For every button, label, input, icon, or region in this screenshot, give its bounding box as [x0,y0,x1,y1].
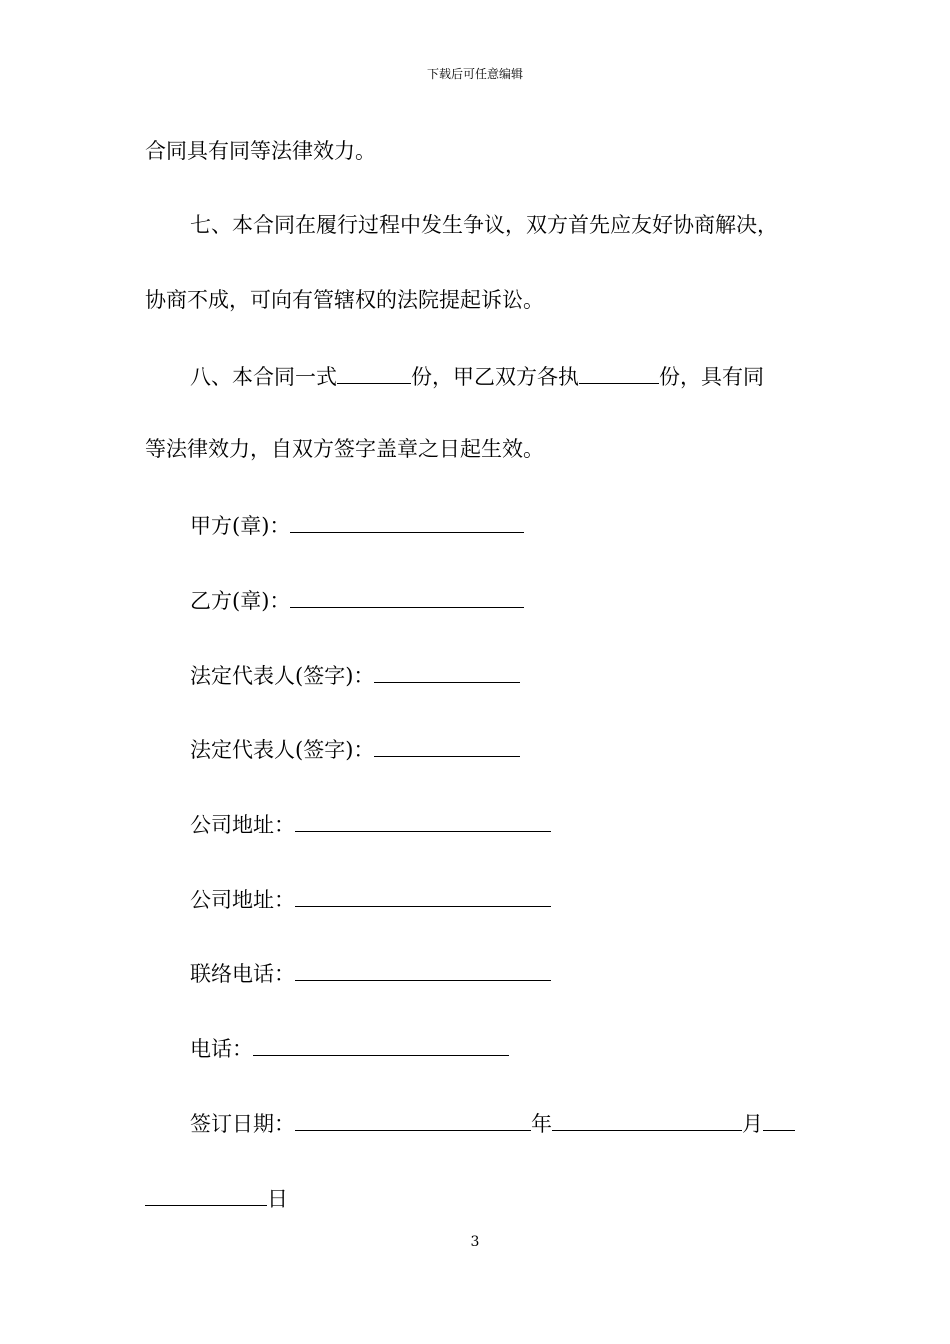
address-b-label: 公司地址： [190,888,295,912]
address-b-row [190,884,551,914]
party-b-seal-blank[interactable] [290,585,524,608]
address-a-row [190,809,551,839]
text-line-validity: 合同具有同等法律效力。 [145,139,376,163]
clause-8-line-1 [190,361,764,391]
signing-date-row [190,1108,795,1138]
month-blank[interactable] [552,1108,742,1131]
date-label: 签订日期： [190,1112,295,1136]
contact-phone-row [190,958,551,988]
address-a-label: 公司地址： [190,813,295,837]
party-b-row [190,585,524,615]
copies-total-blank[interactable] [337,361,411,384]
address-b-blank[interactable] [295,884,551,907]
day-label: 日 [267,1187,288,1211]
signing-date-row-continued [145,1183,288,1213]
rep-b-row [190,734,520,764]
month-label: 月 [742,1112,763,1136]
rep-a-signature-blank[interactable] [374,660,520,683]
rep-b-label: 法定代表人(签字)： [190,738,375,762]
clause-8-text-a: 八、本合同一式 [190,365,337,389]
page-number: 3 [470,1234,480,1250]
contact-phone-label: 联络电话： [190,962,295,986]
phone-row [190,1033,509,1063]
page-header: 下载后可任意编辑 [426,67,523,81]
clause-8-line-2: 等法律效力，自双方签字盖章之日起生效。 [145,437,544,461]
day-blank-end[interactable] [145,1183,267,1206]
party-a-row [190,510,524,540]
rep-a-label: 法定代表人(签字)： [190,664,375,688]
day-blank-start[interactable] [763,1108,795,1131]
phone-blank[interactable] [253,1033,509,1056]
clause-8-text-c: 份，具有同 [659,365,764,389]
clause-8-text-b: 份，甲乙双方各执 [411,365,579,389]
phone-label: 电话： [190,1037,253,1061]
party-a-label: 甲方(章)： [190,514,291,538]
year-label: 年 [531,1112,552,1136]
year-blank[interactable] [295,1108,531,1131]
address-a-blank[interactable] [295,809,551,832]
clause-7-line-1: 七、本合同在履行过程中发生争议，双方首先应友好协商解决， [190,213,778,237]
party-b-label: 乙方(章)： [190,589,291,613]
copies-each-blank[interactable] [579,361,659,384]
rep-a-row [190,660,520,690]
contact-phone-blank[interactable] [295,958,551,981]
party-a-seal-blank[interactable] [290,510,524,533]
clause-7-line-2: 协商不成，可向有管辖权的法院提起诉讼。 [145,288,544,312]
rep-b-signature-blank[interactable] [374,734,520,757]
